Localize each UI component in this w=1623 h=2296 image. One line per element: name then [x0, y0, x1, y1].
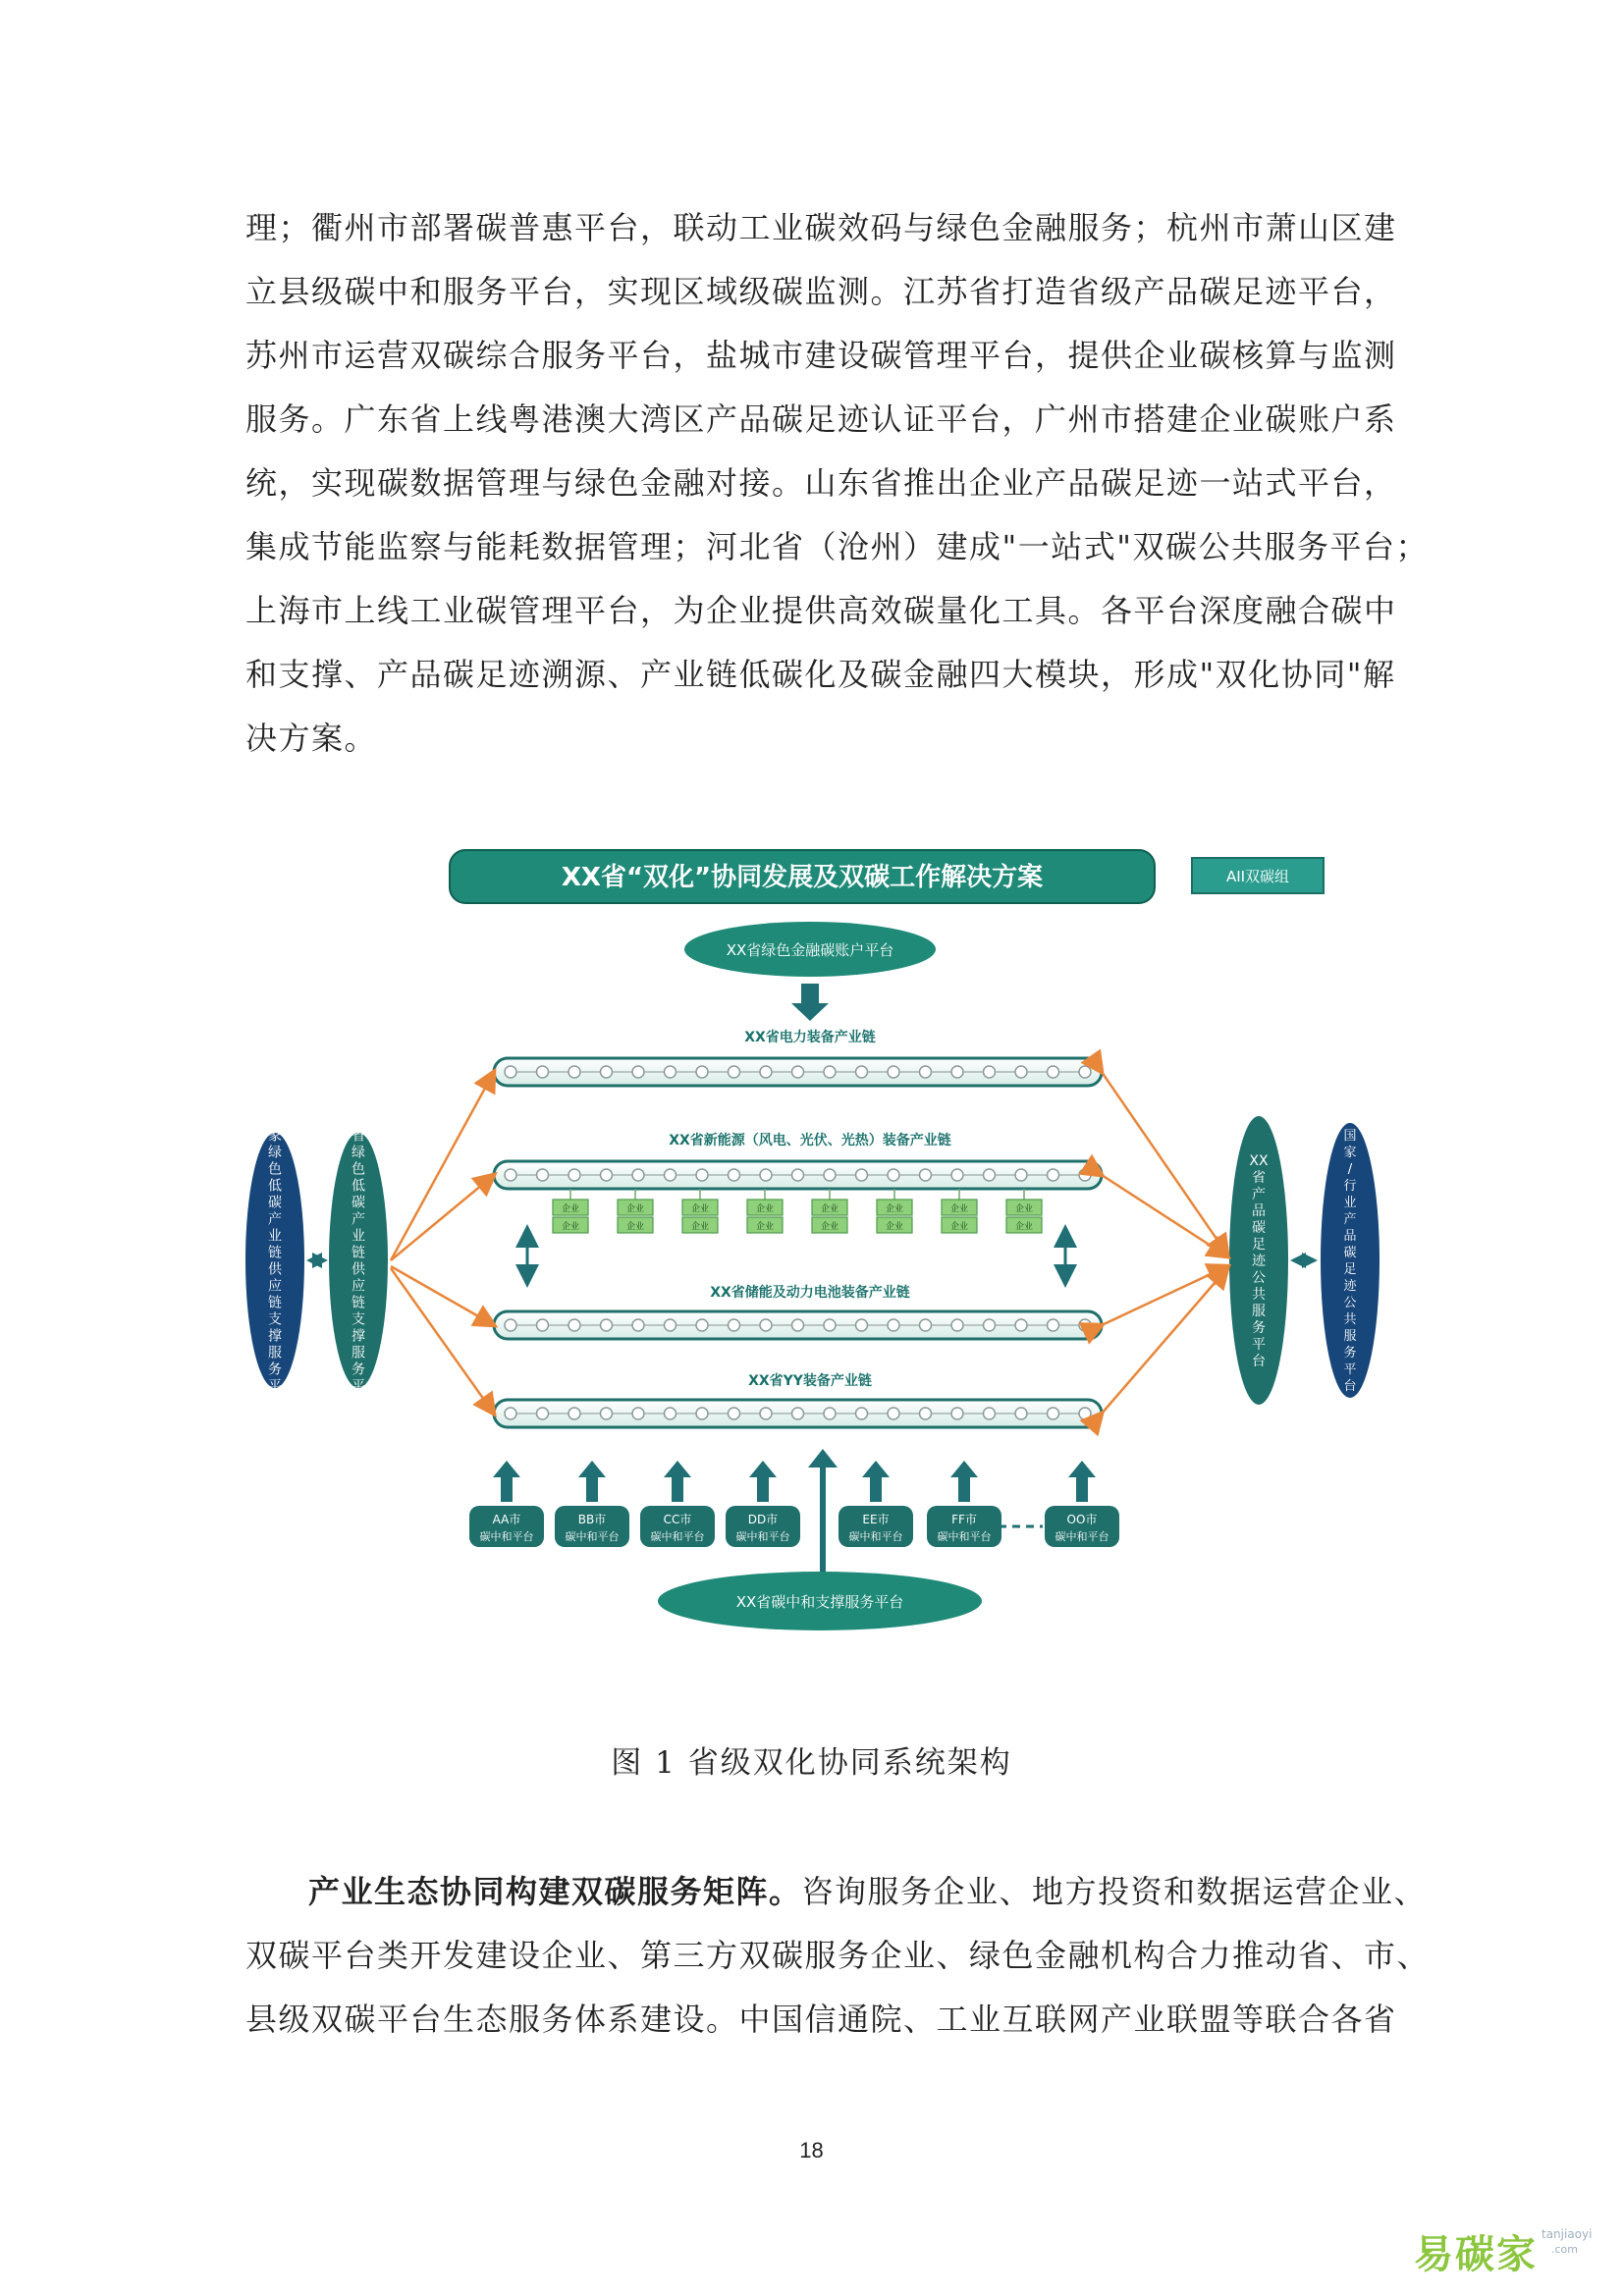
oval-char: 省 — [1252, 1169, 1266, 1186]
watermark-domain: .com — [1551, 2243, 1578, 2256]
chain-node — [856, 1408, 868, 1419]
chain-node — [760, 1319, 772, 1331]
chain-node — [760, 1169, 772, 1181]
oval-char: 支 — [352, 1311, 365, 1328]
city-sub: 碳中和平台 — [479, 1530, 534, 1543]
left-outer-label — [268, 1111, 283, 1411]
chain-node — [792, 1169, 804, 1181]
chain-node — [920, 1066, 932, 1078]
city-sub: 碳中和平台 — [848, 1530, 903, 1543]
enterprise-label: 企业 — [561, 1204, 580, 1214]
city-sub: 碳中和平台 — [565, 1530, 620, 1543]
chain-node — [760, 1066, 772, 1078]
chain-node — [665, 1408, 676, 1419]
oval-char: 色 — [268, 1161, 282, 1178]
oval-char: 撑 — [352, 1328, 365, 1345]
chain-node — [920, 1169, 932, 1181]
center-up-arrow — [808, 1449, 838, 1575]
oval-char: 国 — [1343, 1129, 1357, 1145]
chain-node — [505, 1408, 516, 1419]
chain-node — [665, 1319, 676, 1331]
oval-char: 业 — [1343, 1196, 1357, 1211]
oval-char: 台 — [352, 1395, 365, 1412]
arrow-left-to-chain2 — [391, 1175, 494, 1260]
arrow-left-to-chain1 — [391, 1072, 494, 1260]
down-arrow-top — [791, 984, 829, 1021]
oval-char: 平 — [1343, 1362, 1357, 1378]
arrow-chain3-to-right — [1102, 1266, 1227, 1325]
chain-node — [537, 1066, 549, 1078]
oval-char: 品 — [1252, 1202, 1266, 1219]
chain-node — [729, 1169, 740, 1181]
oval-char: 品 — [1343, 1229, 1357, 1245]
city-name: BB市 — [577, 1513, 607, 1526]
oval-char: 应 — [352, 1278, 365, 1295]
oval-char: 台 — [268, 1395, 282, 1412]
city-platforms — [469, 1461, 1119, 1547]
chain-node — [505, 1319, 516, 1331]
city-sub: 碳中和平台 — [650, 1530, 705, 1543]
paragraph-lead: 产业生态协同构建双碳服务矩阵。 — [308, 1873, 802, 1910]
chain-node — [601, 1408, 613, 1419]
oval-char: 家 — [1343, 1146, 1357, 1161]
oval-char: 绿 — [352, 1145, 365, 1161]
chain-node — [568, 1169, 580, 1181]
enterprise-label: 企业 — [755, 1204, 775, 1214]
chain-node — [888, 1169, 899, 1181]
city-sub: 碳中和平台 — [735, 1530, 790, 1543]
chain-node — [1048, 1169, 1059, 1181]
enterprise-label: 企业 — [820, 1222, 839, 1232]
oval-char: 足 — [1343, 1262, 1357, 1278]
city-up-arrow — [749, 1461, 777, 1502]
paragraph-2 — [245, 1860, 1431, 2052]
city-up-arrow — [578, 1461, 606, 1502]
chain-node — [696, 1319, 708, 1331]
chain-node — [665, 1066, 676, 1078]
oval-char: 台 — [1252, 1353, 1266, 1369]
chain-node — [856, 1169, 868, 1181]
enterprise-label: 企业 — [561, 1222, 580, 1232]
city-name: FF市 — [951, 1513, 977, 1526]
oval-char: 家 — [268, 1128, 282, 1145]
chain-node — [951, 1408, 963, 1419]
enterprise-label: 企业 — [949, 1222, 969, 1232]
chain-node — [601, 1169, 613, 1181]
chain-node — [856, 1066, 868, 1078]
text-line: 理；衢州市部署碳普惠平台，联动工业碳效码与绿色金融服务；杭州市萧山区建 — [245, 209, 1397, 246]
text-line: 集成节能监察与能耗数据管理；河北省（沧州）建成"一站式"双碳公共服务平台； — [245, 528, 1429, 565]
chain-node — [568, 1408, 580, 1419]
oval-char: 务 — [1343, 1346, 1357, 1362]
chain-node — [1079, 1319, 1091, 1331]
chain-node — [1048, 1066, 1059, 1078]
oval-char: XX — [349, 1111, 368, 1128]
oval-char: 共 — [1252, 1286, 1266, 1303]
oval-char: XX — [1249, 1152, 1269, 1169]
oval-char: 行 — [1343, 1179, 1357, 1195]
chain-node — [856, 1319, 868, 1331]
enterprise-label: 企业 — [690, 1204, 710, 1214]
city-up-arrow — [862, 1461, 890, 1502]
oval-char: 产 — [268, 1211, 282, 1228]
arrow-left-to-chain4 — [391, 1268, 494, 1414]
oval-char: 务 — [1252, 1319, 1266, 1336]
arrow-chain4-to-right — [1102, 1268, 1227, 1414]
chain-node — [792, 1319, 804, 1331]
arrow-chain1-to-right — [1102, 1072, 1227, 1255]
text-line: 服务。广东省上线粤港澳大湾区产品碳足迹认证平台，广州市搭建企业碳账户系 — [245, 400, 1397, 438]
oval-char: 业 — [352, 1228, 365, 1245]
chain-node — [824, 1066, 836, 1078]
chain-node — [729, 1066, 740, 1078]
oval-char: 链 — [268, 1245, 282, 1261]
oval-char: 碳 — [1252, 1219, 1266, 1236]
chain-node — [984, 1169, 996, 1181]
chain-node — [696, 1066, 708, 1078]
watermark-site: tanjiaoyi — [1542, 2227, 1593, 2241]
figure-caption: 图 1 省级双化协同系统架构 — [611, 1745, 1012, 1781]
chain-node — [1079, 1169, 1091, 1181]
enterprise-label: 企业 — [1014, 1222, 1034, 1232]
oval-char: 供 — [268, 1261, 282, 1278]
oval-char: 服 — [1252, 1303, 1266, 1319]
enterprise-label: 企业 — [885, 1222, 904, 1232]
chain-node — [1048, 1408, 1059, 1419]
oval-char: 足 — [1252, 1236, 1266, 1253]
city-name: CC市 — [663, 1513, 692, 1526]
group-tag: AII双碳组 — [1225, 868, 1290, 885]
chain-label-3: XX省储能及动力电池装备产业链 — [710, 1285, 910, 1301]
oval-char: 色 — [352, 1161, 365, 1178]
city-up-arrow — [950, 1461, 978, 1502]
oval-char: 产 — [352, 1211, 365, 1228]
oval-char: / — [1347, 1162, 1353, 1178]
chain-node — [920, 1408, 932, 1419]
oval-char: 平 — [268, 1378, 282, 1395]
bottom-platform-label: XX省碳中和支撑服务平台 — [735, 1593, 904, 1611]
text-line: 上海市上线工业碳管理平台，为企业提供高效碳量化工具。各平台深度融合碳中 — [245, 592, 1397, 629]
enterprise-label: 企业 — [625, 1204, 645, 1214]
text-line: 决方案。 — [245, 720, 378, 757]
chain-bar — [494, 1311, 1102, 1339]
chain-node — [601, 1066, 613, 1078]
oval-char: 共 — [1343, 1312, 1357, 1328]
enterprise-label: 企业 — [755, 1222, 775, 1232]
chain-node — [760, 1408, 772, 1419]
oval-char: 绿 — [268, 1145, 282, 1161]
watermark-text: 易碳家 — [1414, 2232, 1538, 2277]
text-line: 县级双碳平台生态服务体系建设。中国信通院、工业互联网产业联盟等联合各省 — [245, 2001, 1397, 2038]
text-segment: 咨询服务企业、地方投资和数据运营企业、 — [801, 1873, 1428, 1910]
arrow-left-to-chain3 — [391, 1266, 494, 1325]
chain-bar — [494, 1058, 1102, 1086]
city-up-arrow — [493, 1461, 520, 1502]
arrow-chain2-to-right — [1102, 1175, 1227, 1256]
chain-node — [824, 1169, 836, 1181]
chain-bar — [494, 1400, 1102, 1427]
oval-char: 链 — [268, 1295, 282, 1311]
oval-char: 平 — [1252, 1336, 1266, 1353]
oval-char: 平 — [352, 1378, 365, 1395]
oval-char: 低 — [268, 1178, 282, 1195]
chain-node — [632, 1066, 644, 1078]
top-platform-label: XX省绿色金融碳账户平台 — [726, 941, 894, 959]
chain-node — [888, 1408, 899, 1419]
oval-char: 服 — [268, 1345, 282, 1362]
chain-node — [568, 1066, 580, 1078]
chain-node — [984, 1408, 996, 1419]
chain-label-4: XX省YY装备产业链 — [748, 1373, 872, 1389]
enterprise-label: 企业 — [885, 1204, 904, 1214]
chain-node — [824, 1408, 836, 1419]
city-up-arrow — [664, 1461, 691, 1502]
oval-char: 迹 — [1343, 1279, 1357, 1295]
chain-node — [951, 1169, 963, 1181]
chain-node — [1015, 1319, 1027, 1331]
oval-char: 务 — [352, 1362, 365, 1378]
chain-node — [1015, 1066, 1027, 1078]
chain-node — [537, 1169, 549, 1181]
chain-node — [888, 1066, 899, 1078]
city-name: OO市 — [1066, 1513, 1098, 1526]
oval-char: 碳 — [352, 1195, 365, 1211]
city-sub: 碳中和平台 — [937, 1530, 992, 1543]
oval-char: 链 — [352, 1295, 365, 1311]
chain-node — [1015, 1408, 1027, 1419]
text-line: 苏州市运营双碳综合服务平台，盐城市建设碳管理平台，提供企业碳核算与监测 — [245, 337, 1397, 374]
oval-char: 低 — [352, 1178, 365, 1195]
oval-char: 务 — [268, 1362, 282, 1378]
enterprise-label: 企业 — [690, 1222, 710, 1232]
text-line: 和支撑、产品碳足迹溯源、产业链低碳化及碳金融四大模块，形成"双化协同"解 — [245, 656, 1396, 693]
chain-node — [824, 1319, 836, 1331]
oval-char: 碳 — [1343, 1246, 1357, 1261]
chain-node — [888, 1319, 899, 1331]
chain-label-1: XX省电力装备产业链 — [744, 1030, 876, 1045]
chain-node — [505, 1066, 516, 1078]
chain-node — [951, 1319, 963, 1331]
chain-node — [1048, 1319, 1059, 1331]
oval-char: 国 — [268, 1111, 282, 1128]
oval-char: 公 — [1343, 1296, 1357, 1311]
oval-char: 供 — [352, 1261, 365, 1278]
oval-char: 应 — [268, 1278, 282, 1295]
chain-node — [537, 1408, 549, 1419]
watermark-logo — [1414, 2223, 1610, 2282]
chain-node — [792, 1408, 804, 1419]
text-line: 立县级碳中和服务平台，实现区域级碳监测。江苏省打造省级产品碳足迹平台， — [245, 273, 1397, 310]
chain-node — [951, 1066, 963, 1078]
city-name: DD市 — [747, 1513, 779, 1526]
chain-label-2: XX省新能源（风电、光伏、光热）装备产业链 — [669, 1133, 951, 1148]
oval-char: 撑 — [268, 1328, 282, 1345]
chain-node — [696, 1408, 708, 1419]
chain-node — [696, 1169, 708, 1181]
orange-arrows — [391, 1072, 1227, 1414]
chain-node — [632, 1408, 644, 1419]
text-line: 统，实现碳数据管理与绿色金融对接。山东省推出企业产品碳足迹一站式平台， — [245, 464, 1397, 502]
diagram-title: XX省“双化”协同发展及双碳工作解决方案 — [561, 863, 1044, 892]
oval-char: 服 — [352, 1345, 365, 1362]
oval-char: 产 — [1252, 1186, 1266, 1202]
chain-node — [632, 1169, 644, 1181]
text-line-lead — [245, 1860, 1428, 1924]
text-line: 双碳平台类开发建设企业、第三方双碳服务企业、绿色金融机构合力推动省、市、 — [245, 1937, 1431, 1974]
oval-char: 产 — [1343, 1212, 1357, 1228]
chain-node — [729, 1319, 740, 1331]
chain-node — [537, 1319, 549, 1331]
city-name: AA市 — [492, 1513, 521, 1526]
chain-node — [984, 1319, 996, 1331]
city-sub: 碳中和平台 — [1055, 1530, 1109, 1543]
oval-char: 支 — [268, 1311, 282, 1328]
page-number: 18 — [799, 2138, 824, 2163]
city-name: EE市 — [862, 1513, 890, 1526]
enterprise-label: 企业 — [625, 1222, 645, 1232]
chain-node — [1079, 1066, 1091, 1078]
chain-node — [920, 1319, 932, 1331]
oval-char: 省 — [352, 1128, 365, 1145]
oval-char: 服 — [1343, 1329, 1357, 1345]
chain-node — [601, 1319, 613, 1331]
oval-char: 台 — [1343, 1379, 1357, 1395]
oval-char: 碳 — [268, 1195, 282, 1211]
chain-node — [1015, 1169, 1027, 1181]
city-up-arrow — [1068, 1461, 1096, 1502]
chain-node — [729, 1408, 740, 1419]
chain-node — [1079, 1408, 1091, 1419]
chain-node — [568, 1319, 580, 1331]
enterprise-box-group — [553, 1189, 1042, 1233]
chain-node — [984, 1066, 996, 1078]
oval-char: 迹 — [1252, 1253, 1266, 1269]
chain-node — [505, 1169, 516, 1181]
chain-node — [665, 1169, 676, 1181]
enterprise-label: 企业 — [949, 1204, 969, 1214]
oval-char: 链 — [352, 1245, 365, 1261]
enterprise-label: 企业 — [1014, 1204, 1034, 1214]
oval-char: 业 — [268, 1228, 282, 1245]
chain-node — [632, 1319, 644, 1331]
enterprise-label: 企业 — [820, 1204, 839, 1214]
chain-bar — [494, 1161, 1102, 1189]
oval-char: 公 — [1252, 1269, 1266, 1286]
chain-node — [792, 1066, 804, 1078]
